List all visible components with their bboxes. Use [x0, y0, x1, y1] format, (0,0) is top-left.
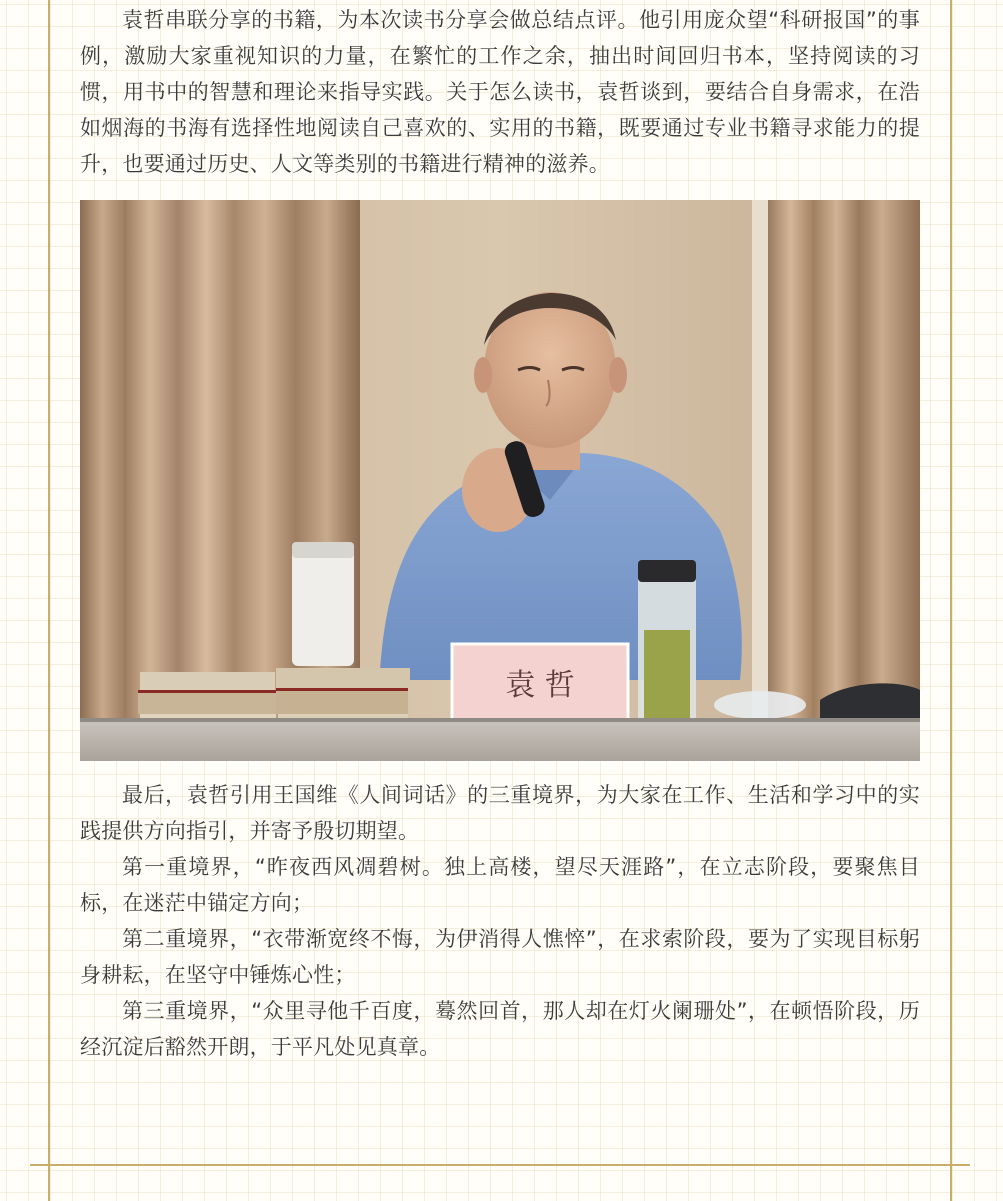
paragraph-summary: 袁哲串联分享的书籍，为本次读书分享会做总结点评。他引用庞众望“科研报国”的事例，激励大家重视知识的力量，在繁忙的工作之余，抽出时间回归书本，坚持阅读的习惯，用书中的智慧和理论来指导实践。关于怎么读书，袁哲谈到，要结合自身需求，在浩如烟海的书海有选择性地阅读自己喜欢的、实用的书籍，既要通过专业书籍寻求能力的提升，也要通过历史、人文等类别的书籍进行精神的滋养。	[80, 8, 920, 176]
paragraph-first-realm: 第一重境界，“昨夜西风凋碧树。独上高楼，望尽天涯路”，在立志阶段，要聚焦目标，在迷茫中锚定方向；	[80, 855, 920, 915]
article-body	[80, 2, 920, 1065]
left-frame-tick	[48, 1164, 50, 1201]
bottom-frame-line	[30, 1164, 970, 1166]
speaker-photo-illustration	[80, 200, 920, 761]
speaker-photo	[80, 200, 920, 761]
left-frame-line	[48, 0, 50, 1178]
name-card-label: 袁 哲	[505, 668, 575, 703]
right-frame-tick	[950, 1164, 952, 1201]
paragraph-conclusion: 最后，袁哲引用王国维《人间词话》的三重境界，为大家在工作、生活和学习中的实践提供方向指引，并寄予殷切期望。	[80, 783, 920, 843]
paragraph-second-realm: 第二重境界，“衣带渐宽终不悔，为伊消得人憔悴”，在求索阶段，要为了实现目标躬身耕耘，在坚守中锤炼心性；	[80, 927, 920, 987]
right-frame-line	[950, 0, 952, 1178]
paragraph-third-realm: 第三重境界，“众里寻他千百度，蓦然回首，那人却在灯火阑珊处”，在顿悟阶段，历经沉淀后豁然开朗，于平凡处见真章。	[80, 999, 920, 1059]
